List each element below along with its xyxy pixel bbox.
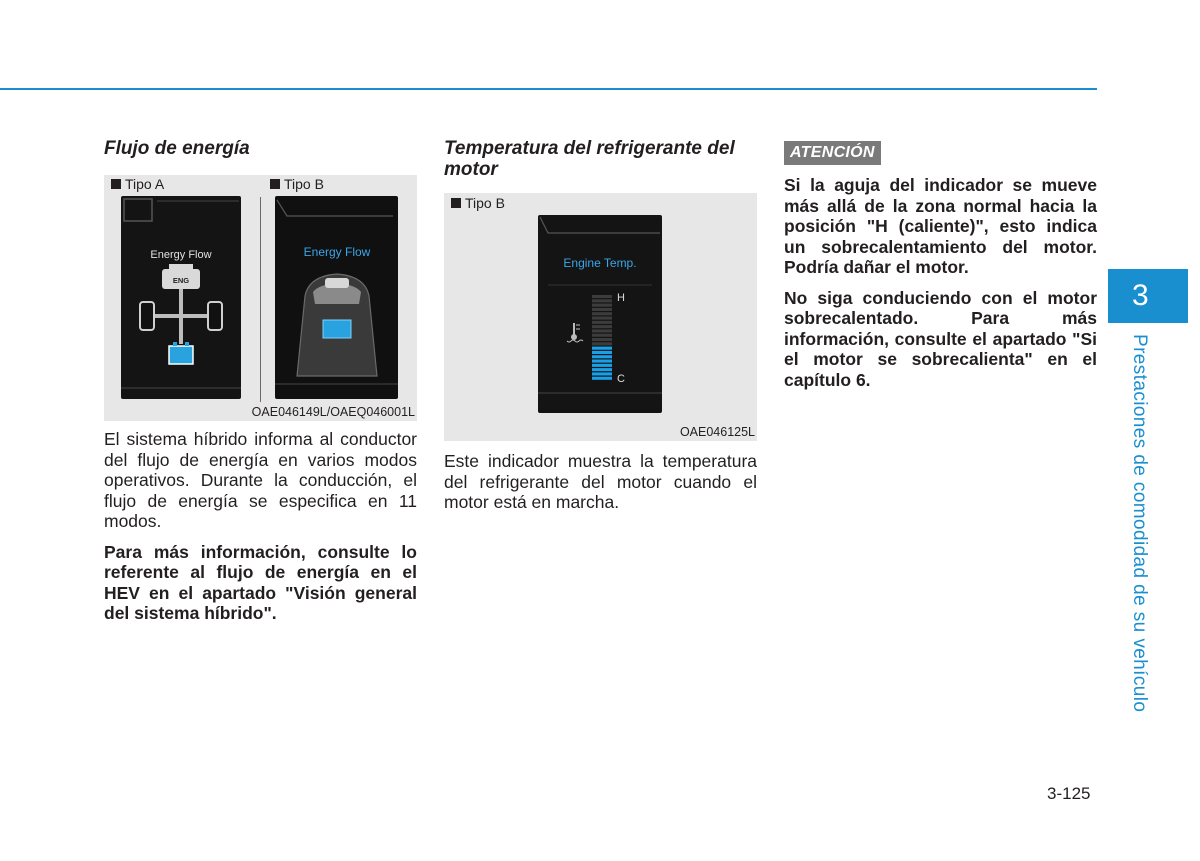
section-heading: Flujo de energía [104,138,250,159]
chapter-number-tab: 3 [1108,269,1188,323]
figure-code: OAE046125L [679,425,755,439]
coolant-temp-figure [444,193,757,441]
temperature-icon [567,323,583,342]
energy-flow-title-b: Energy Flow [303,245,371,259]
engine-badge-label: ENG [172,276,190,285]
figure-label-type-b: Tipo B [270,176,324,192]
energy-flow-diagram-b [275,196,398,399]
energy-flow-title-a: Energy Flow [150,249,212,261]
page-number: 3-125 [1047,784,1091,803]
square-bullet-icon [270,179,280,189]
paragraph: Este indicador muestra la temperatura del refrigerante del motor cuando el motor está en marcha. [444,451,757,512]
figure-label-type-b: Tipo B [451,195,505,211]
gauge-segment [592,308,612,311]
gauge-segment [592,304,612,307]
figure-label-type-a: Tipo A [111,176,164,192]
gauge-segment-lit [592,347,612,350]
gauge-segment [592,338,612,341]
gauge-segment-lit [592,355,612,358]
gauge-segment [592,334,612,337]
figure-divider [260,197,261,402]
gauge-segment-lit [592,368,612,371]
energy-flow-diagram-a [121,196,241,399]
paragraph: El sistema híbrido informa al conductor del flujo de energía en varios modos operativos. Durante la conducción, el flujo de energía se especifica en 11 modos. [104,429,417,531]
gauge-segment [592,299,612,302]
gauge-segment-lit [592,360,612,363]
wheel-icon [140,302,154,330]
gauge-high-label: H [617,292,625,304]
energy-flow-figure [104,175,417,421]
engine-temp-screen [538,215,662,413]
battery-icon [169,346,193,364]
gauge-segment-lit [592,351,612,354]
battery-icon [323,320,351,338]
gauge-segment [592,312,612,315]
gauge-segment [592,317,612,320]
gauge-segment [592,321,612,324]
gauge-segment [592,329,612,332]
warning-paragraph-1: Si la aguja del indicador se mueve más allá de la zona normal hacia la posición "H (caliente)", esto indica un sobrecalentamiento del motor. Podría dañar el motor. [784,175,1097,277]
engine-temp-title: Engine Temp. [563,256,637,270]
warning-paragraph-2: No siga conduciendo con el motor sobrecalentado. Para más información, consulte el apartado "Si el motor se sobrecalienta" en el capítulo 6. [784,287,1097,390]
section-attention [784,138,1097,400]
gauge-segment [592,325,612,328]
wheel-icon [208,302,222,330]
section-coolant-temperature [444,138,757,523]
attention-badge: ATENCIÓN [784,141,881,165]
bold-paragraph: Para más información, consulte lo referente al flujo de energía en el HEV en el apartado "Visión general del sistema híbrido". [104,541,417,623]
section-heading: Temperatura del refrigerante del motor [444,138,735,180]
chapter-title: Prestaciones de comodidad de su vehículo [1129,334,1150,713]
square-bullet-icon [111,179,121,189]
figure-code: OAE046149L/OAEQ046001L [251,405,415,419]
gauge-segment-lit [592,364,612,367]
gauge-low-label: C [617,373,625,385]
gauge-segment [592,295,612,298]
energy-flow-screen-b [275,196,398,399]
square-bullet-icon [451,198,461,208]
engine-temp-gauge [538,215,662,413]
gauge-segment-lit [592,377,612,380]
section-energy-flow [104,138,417,634]
gauge-bars [592,295,612,380]
gauge-segment [592,342,612,345]
energy-flow-screen-a [121,196,241,399]
top-rule [0,88,1097,90]
gauge-segment-lit [592,372,612,375]
